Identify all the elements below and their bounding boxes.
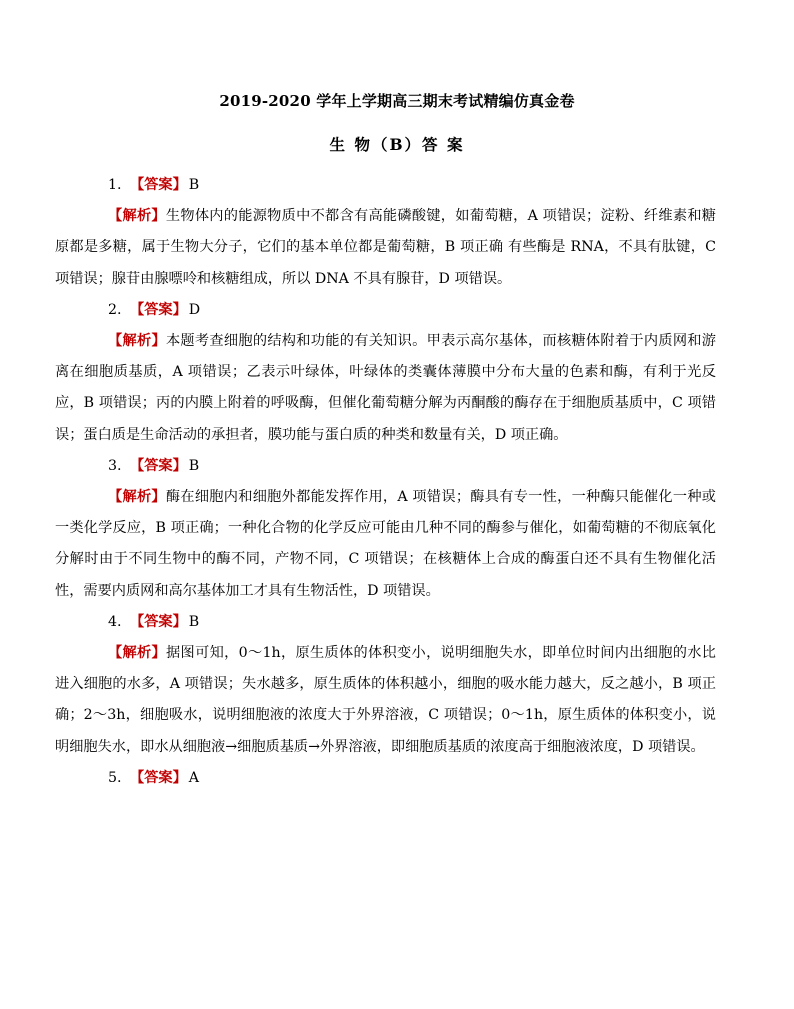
page-subtitle: 生 物（B）答 案 (329, 135, 465, 154)
question-4-analysis (55, 638, 716, 763)
question-2-analysis (55, 326, 716, 451)
analysis-label: 【解析】 (108, 333, 166, 350)
question-number: 3. (108, 457, 122, 474)
analysis-label: 【解析】 (108, 645, 167, 662)
question-4-answer (108, 607, 716, 638)
question-1-analysis (55, 201, 716, 295)
answer-label: 【答案】 (130, 769, 187, 786)
analysis-text: 酶在细胞内和细胞外都能发挥作用，A 项错误；酶具有专一性，一种酶只能催化一种或一类化学反应，B 项正确；一种化合物的化学反应可能由几种不同的酶参与催化，如葡萄糖的不彻底氧化分解时由于不同生物中的酶不同，产物不同，C 项错误；在核糖体上合成的酶蛋白还不具有生物催化活性，需要内质网和高尔基体加工才具有生物活性，D 项错误。 (55, 489, 716, 599)
answer-value: A (188, 769, 200, 786)
question-5-answer (108, 763, 716, 794)
question-2-answer (108, 295, 716, 326)
analysis-label: 【解析】 (108, 489, 166, 506)
answer-label: 【答案】 (130, 301, 187, 318)
question-1-answer (108, 170, 716, 201)
answer-label: 【答案】 (130, 613, 187, 630)
question-number: 1. (108, 177, 122, 193)
answers-content (55, 170, 716, 794)
analysis-label: 【解析】 (108, 208, 166, 225)
answer-label: 【答案】 (130, 457, 187, 474)
analysis-text: 据图可知，0～1h，原生质体的体积变小，说明细胞失水，即单位时间内出细胞的水比进入细胞的水多，A 项错误；失水越多，原生质体的体积越小，细胞的吸水能力越大，反之越小，B 项正确；2～3h，细胞吸水，说明细胞液的浓度大于外界溶液，C 项错误；0～1h，原生质体的体积变小，说明细胞失水，即水从细胞液→细胞质基质→外界溶液，即细胞质基质的浓度高于细胞液浓度，D 项错误。 (55, 645, 716, 755)
answer-value: B (188, 613, 200, 630)
analysis-text: 本题考查细胞的结构和功能的有关知识。甲表示高尔基体，而核糖体附着于内质网和游离在细胞质基质，A 项错误；乙表示叶绿体，叶绿体的类囊体薄膜中分布大量的色素和酶，有利于光反应，B 项错误；丙的内膜上附着的呼吸酶，但催化葡萄糖分解为丙酮酸的酶存在于细胞质基质中，C 项错误；蛋白质是生命活动的承担者，膜功能与蛋白质的种类和数量有关，D 项正确。 (55, 333, 716, 443)
answer-value: B (188, 457, 200, 474)
question-3-analysis (55, 482, 716, 607)
page-title: 2019-2020 学年上学期高三期末考试精编仿真金卷 (219, 92, 575, 110)
answer-value: B (188, 177, 200, 193)
answer-value: D (188, 301, 201, 318)
answer-label: 【答案】 (130, 177, 187, 193)
question-number: 2. (108, 301, 122, 318)
question-number: 4. (108, 613, 122, 630)
analysis-text: 生物体内的能源物质中不都含有高能磷酸键，如葡萄糖，A 项错误；淀粉、纤维素和糖原都是多糖，属于生物大分子，它们的基本单位都是葡萄糖，B 项正确 有些酶是 RNA，不具有肽键，C 项错误；腺苷由腺嘌呤和核糖组成，所以 DNA 不具有腺苷，D 项错误。 (55, 208, 716, 287)
question-3-answer (108, 451, 716, 482)
question-number: 5. (108, 769, 122, 786)
